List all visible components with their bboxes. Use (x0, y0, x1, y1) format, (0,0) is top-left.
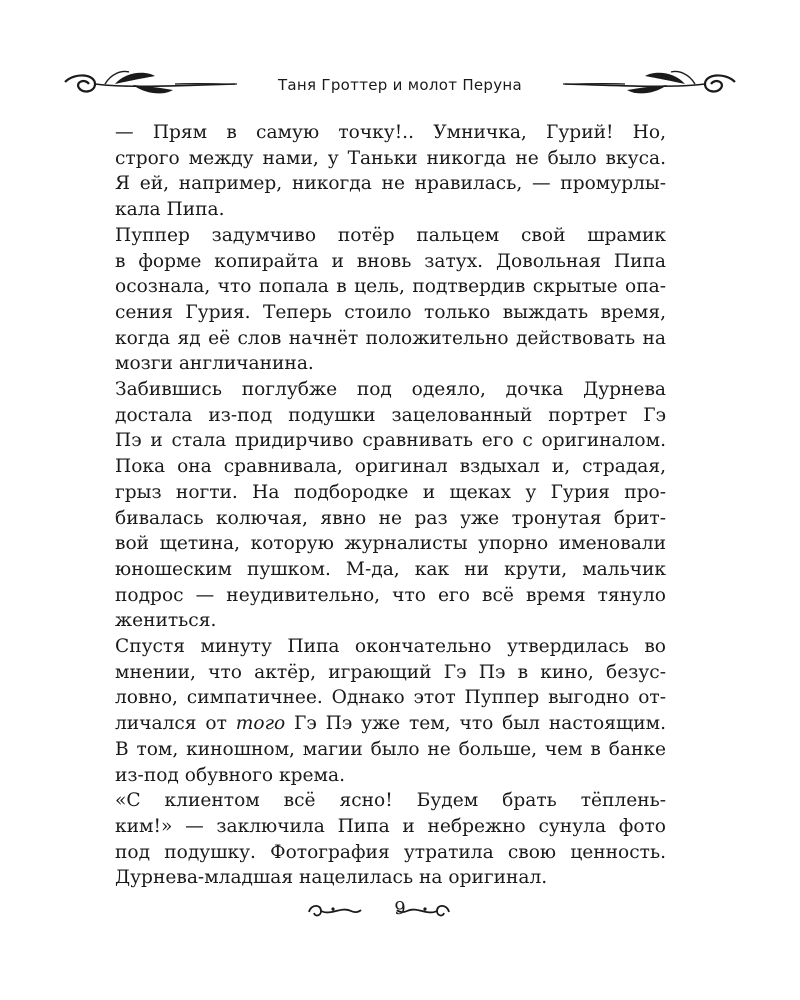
footer-right-swirl-icon (395, 902, 453, 920)
text-line: кала Пипа. (115, 199, 225, 221)
text-line: вой щетина, которую журналисты упорно именовали (115, 533, 666, 555)
text-line: Пуппер задумчиво потёр пальцем свой шрамик (115, 224, 666, 246)
text-line: Забившись поглубже под одеяло, дочка Дурнева (115, 379, 666, 401)
text-line: Дурнева-младшая нацелилась на оригинал. (115, 867, 548, 889)
main-text (115, 120, 666, 891)
paragraph-2 (115, 223, 666, 377)
text-line: когда яд её слов начнёт положительно действовать на (115, 327, 666, 349)
text-line: мозги англичанина. (115, 353, 314, 375)
paragraph-1 (115, 120, 666, 223)
text-line: из-под обувного крема. (115, 764, 345, 786)
text-line: под подушку. Фотография утратила свою ценность. (115, 841, 666, 863)
text-line: «С клиентом всё ясно! Будем брать тёплень- (115, 790, 666, 812)
text-line: Спустя минуту Пипа окончательно утвердилась во (115, 636, 666, 658)
text-line: достала из-под подушки зацелованный портрет Гэ (115, 404, 666, 426)
text-line: в форме копирайта и вновь затух. Довольная Пипа (115, 250, 666, 272)
page-footer (0, 896, 800, 926)
text-line: грыз ногти. На подбородке и щеках у Гурия про- (115, 481, 666, 503)
text-line: ловно, симпатичнее. Однако этот Пуппер выгодно от- (115, 687, 666, 709)
text-line: В том, киношном, магии было не больше, чем в банке (115, 738, 666, 760)
running-header (55, 64, 745, 104)
paragraph-5 (115, 788, 666, 891)
text-line: бивалась колючая, явно не раз уже тронутая брит- (115, 507, 666, 529)
paragraph-4 (115, 634, 666, 788)
text-line: личался от того Гэ Пэ уже тем, что был настоящим. (115, 713, 666, 735)
running-title: Таня Гроттер и молот Перуна (277, 76, 523, 94)
text-line: юношеским пушком. М-да, как ни крути, мальчик (115, 558, 666, 580)
text-line: Я ей, например, никогда не нравилась, — промурлы- (115, 173, 666, 195)
text-line: жениться. (115, 610, 217, 632)
page-number: 9 (394, 898, 406, 919)
text-line: строго между нами, у Таньки никогда не было вкуса. (115, 147, 666, 169)
text-line: Пока она сравнивала, оригинал вздыхал и, страдая, (115, 456, 666, 478)
text-line: ким!» — заключила Пипа и небрежно сунула фото (115, 815, 666, 837)
text-line: подрос — неудивительно, что его всё время тянуло (115, 584, 666, 606)
text-line: мнении, что актёр, играющий Гэ Пэ в кино, безус- (115, 661, 666, 683)
text-line: — Прям в самую точку!.. Умничка, Гурий! Но, (115, 122, 666, 143)
text-line: Пэ и стала придирчиво сравнивать его с оригиналом. (115, 430, 666, 452)
paragraph-3 (115, 377, 666, 634)
text-line: сения Гурия. Теперь стоило только выждать время, (115, 301, 666, 323)
text-line: осознала, что попала в цель, подтвердив скрытые опа- (115, 276, 666, 298)
right-flourish-icon (535, 64, 745, 104)
